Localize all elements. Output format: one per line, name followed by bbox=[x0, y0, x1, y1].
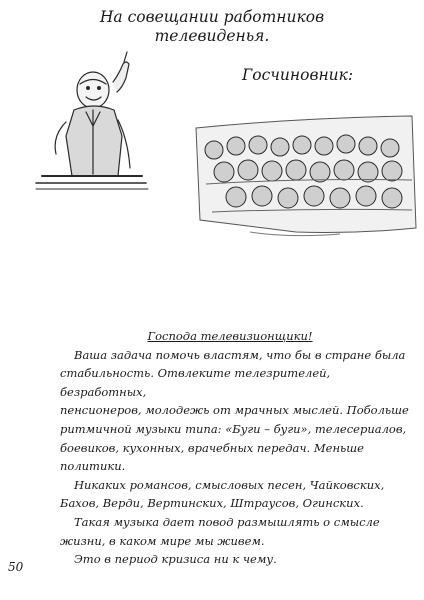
audience-drawing bbox=[196, 116, 416, 236]
page-number: 50 bbox=[8, 560, 24, 574]
speech-line: Никаких романсов, смысловых песен, Чайковских, bbox=[74, 477, 385, 492]
page-title-line-2: телевиденья. bbox=[154, 27, 270, 45]
speech-line: стабильность. Отвлеките телезрителей, безработных, bbox=[60, 366, 331, 399]
speech-line: Это в период кризиса ни к чему. bbox=[74, 552, 277, 567]
speech-heading: Господа телевизионщики! bbox=[147, 329, 313, 343]
speech-line: пенсионеров, молодежь от мрачных мыслей. Побольше bbox=[60, 403, 409, 418]
illustration-sketch bbox=[0, 0, 424, 260]
speech-line: боевиков, кухонных, врачебных передач. Меньше политики. bbox=[60, 440, 364, 474]
speech-line: Ваша задача помочь властям, что бы в стране была bbox=[74, 347, 406, 362]
speech-line: жизни, в каком мире мы живем. bbox=[60, 533, 265, 548]
speaker-drawing bbox=[36, 52, 148, 189]
speaker-label: Госчиновник: bbox=[242, 66, 354, 84]
speech-text bbox=[60, 327, 414, 569]
speech-line: Бахов, Верди, Вертинских, Штраусов, Огинских. bbox=[60, 496, 364, 511]
speech-line: ритмичной музыки типа: «Буги – буги», телесериалов, bbox=[60, 421, 407, 436]
speech-line: Такая музыка дает повод размышлять о смысле bbox=[74, 514, 380, 529]
page-title-line-1: На совещании работников bbox=[99, 8, 325, 26]
